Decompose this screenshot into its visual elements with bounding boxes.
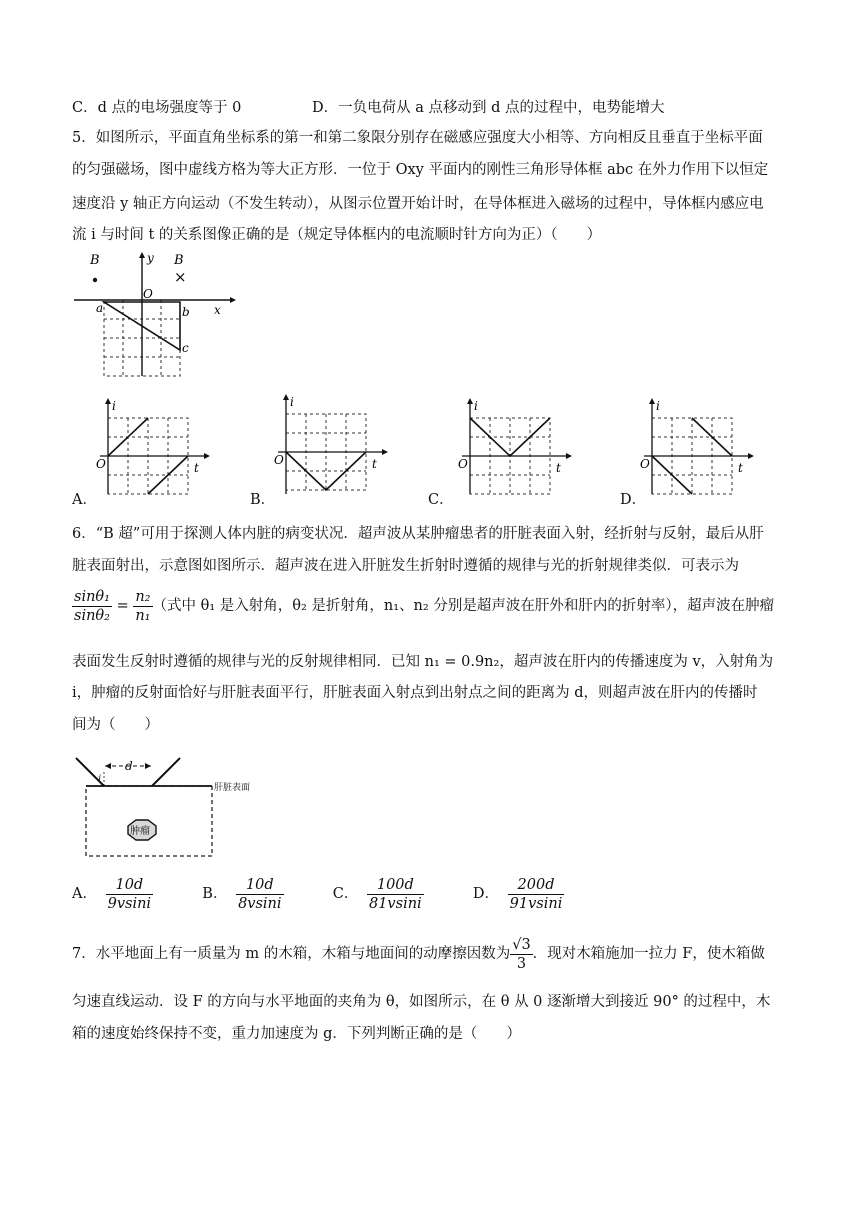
svg-text:i: i <box>474 399 478 413</box>
svg-text:d: d <box>125 759 133 773</box>
svg-text:O: O <box>274 453 284 467</box>
cross-in-icon: × <box>174 268 187 286</box>
svg-text:t: t <box>372 457 377 471</box>
option-c-graph[interactable] <box>456 398 576 498</box>
q5-line-2: 的匀强磁场，图中虚线方格为等大正方形．一位于 Oxy 平面内的刚性三角形导体框 abc 在外力作用下以恒定 <box>72 162 769 178</box>
liver-surface-label: 肝脏表面 <box>214 783 251 793</box>
q6-line-3: $\frac{\text{sinθ₁}}{\text{sinθ₂}}$ = $\frac{\text{n₂}}{\text{n₁}}$ （式中 θ₁ 是入射角，θ₂ 是折射角，n₁、n₂ 分别是超声波在肝外和肝内的折射率），超声波在肿瘤 <box>74 588 775 624</box>
option-c-previous: C．d 点的电场强度等于 0 <box>72 100 242 116</box>
option-b-graph[interactable] <box>272 394 392 498</box>
svg-text:t: t <box>194 461 199 475</box>
q6-option-c[interactable]: C． $\frac{100d}{81vsini}$ <box>332 876 422 912</box>
q6-options <box>72 874 564 914</box>
q6-line-5: i，肿瘤的反射面恰好与肝脏表面平行，肝脏表面入射点到出射点之间的距离为 d，则超声波在肝内的传播时 <box>72 685 758 701</box>
svg-text:b: b <box>182 305 190 319</box>
q6-line-2: 脏表面射出，示意图如图所示．超声波在进入肝脏发生折射时遵循的规律与光的折射规律类似．可表示为 <box>72 558 739 574</box>
liver-ultrasound-diagram <box>72 752 272 864</box>
q6-option-a[interactable]: A． $\frac{10d}{9vsini}$ <box>72 876 152 912</box>
q7-line-1: 7．水平地面上有一质量为 m 的木箱，木箱与地面间的动摩擦因数为 $\frac{√3}{3}$ ．现对木箱施加一拉力 F，使木箱做 <box>72 936 765 972</box>
option-c-label[interactable]: C． <box>428 492 454 508</box>
svg-text:c: c <box>182 341 189 355</box>
option-d-previous: D．一负电荷从 a 点移动到 d 点的过程中，电势能增大 <box>312 100 665 116</box>
q6-line-4: 表面发生反射时遵循的规律与光的反射规律相同．已知 n₁ = 0.9n₂，超声波在肝内的传播速度为 v，入射角为 <box>72 654 774 670</box>
option-a-graph[interactable] <box>94 398 214 498</box>
dot-out-icon <box>93 278 97 282</box>
q6-line-6: 间为（ ） <box>72 717 159 733</box>
svg-text:y: y <box>147 251 154 265</box>
friction-coefficient-fraction: $\frac{√3}{3}$ <box>512 936 531 972</box>
index-fraction: $\frac{\text{n₂}}{\text{n₁}}$ <box>135 588 151 624</box>
q5-line-3: 速度沿 y 轴正方向运动（不发生转动），从图示位置开始计时，在导体框进入磁场的过程中，导体框内感应电 <box>72 196 764 212</box>
svg-text:O: O <box>640 457 650 471</box>
q7-line-2: 匀速直线运动．设 F 的方向与水平地面的夹角为 θ，如图所示，在 θ 从 0 逐渐增大到接近 90° 的过程中，木 <box>72 994 771 1010</box>
option-d-graph[interactable] <box>638 398 758 498</box>
q6-option-b[interactable]: B． $\frac{10d}{8vsini}$ <box>202 876 282 912</box>
option-a-label[interactable]: A． <box>72 492 97 508</box>
tumor-label: 肿瘤 <box>130 826 150 837</box>
svg-text:t: t <box>556 461 561 475</box>
svg-text:i: i <box>656 399 660 413</box>
snell-fraction: $\frac{\text{sinθ₁}}{\text{sinθ₂}}$ <box>74 588 110 624</box>
q5-field-diagram <box>70 250 240 380</box>
svg-text:x: x <box>214 303 221 317</box>
q6-option-d[interactable]: D． $\frac{200d}{91vsini}$ <box>472 876 563 912</box>
svg-text:a: a <box>96 301 104 315</box>
q5-line-4: 流 i 与时间 t 的关系图像正确的是（规定导体框内的电流顺时针方向为正）（ ） <box>72 227 602 243</box>
svg-text:O: O <box>458 457 468 471</box>
svg-text:O: O <box>96 457 106 471</box>
q5-line-1: 5．如图所示，平面直角坐标系的第一和第二象限分别存在磁感应强度大小相等、方向相反且垂直于坐标平面 <box>72 130 763 146</box>
svg-text:O: O <box>143 287 153 301</box>
q6-line-1: 6．“B 超”可用于探测人体内脏的病变状况．超声波从某肿瘤患者的肝脏表面入射，经折射与反射，最后从肝 <box>72 526 764 542</box>
b-left-label: B <box>90 253 100 268</box>
option-d-label[interactable]: D． <box>620 492 647 508</box>
svg-text:i: i <box>98 774 102 785</box>
q7-line-3: 箱的速度始终保持不变，重力加速度为 g．下列判断正确的是（ ） <box>72 1026 521 1042</box>
svg-text:i: i <box>112 399 116 413</box>
svg-text:i: i <box>290 395 294 409</box>
svg-text:t: t <box>738 461 743 475</box>
option-b-label[interactable]: B． <box>250 492 276 508</box>
q5-options <box>72 395 852 508</box>
b-right-label: B <box>174 253 184 268</box>
